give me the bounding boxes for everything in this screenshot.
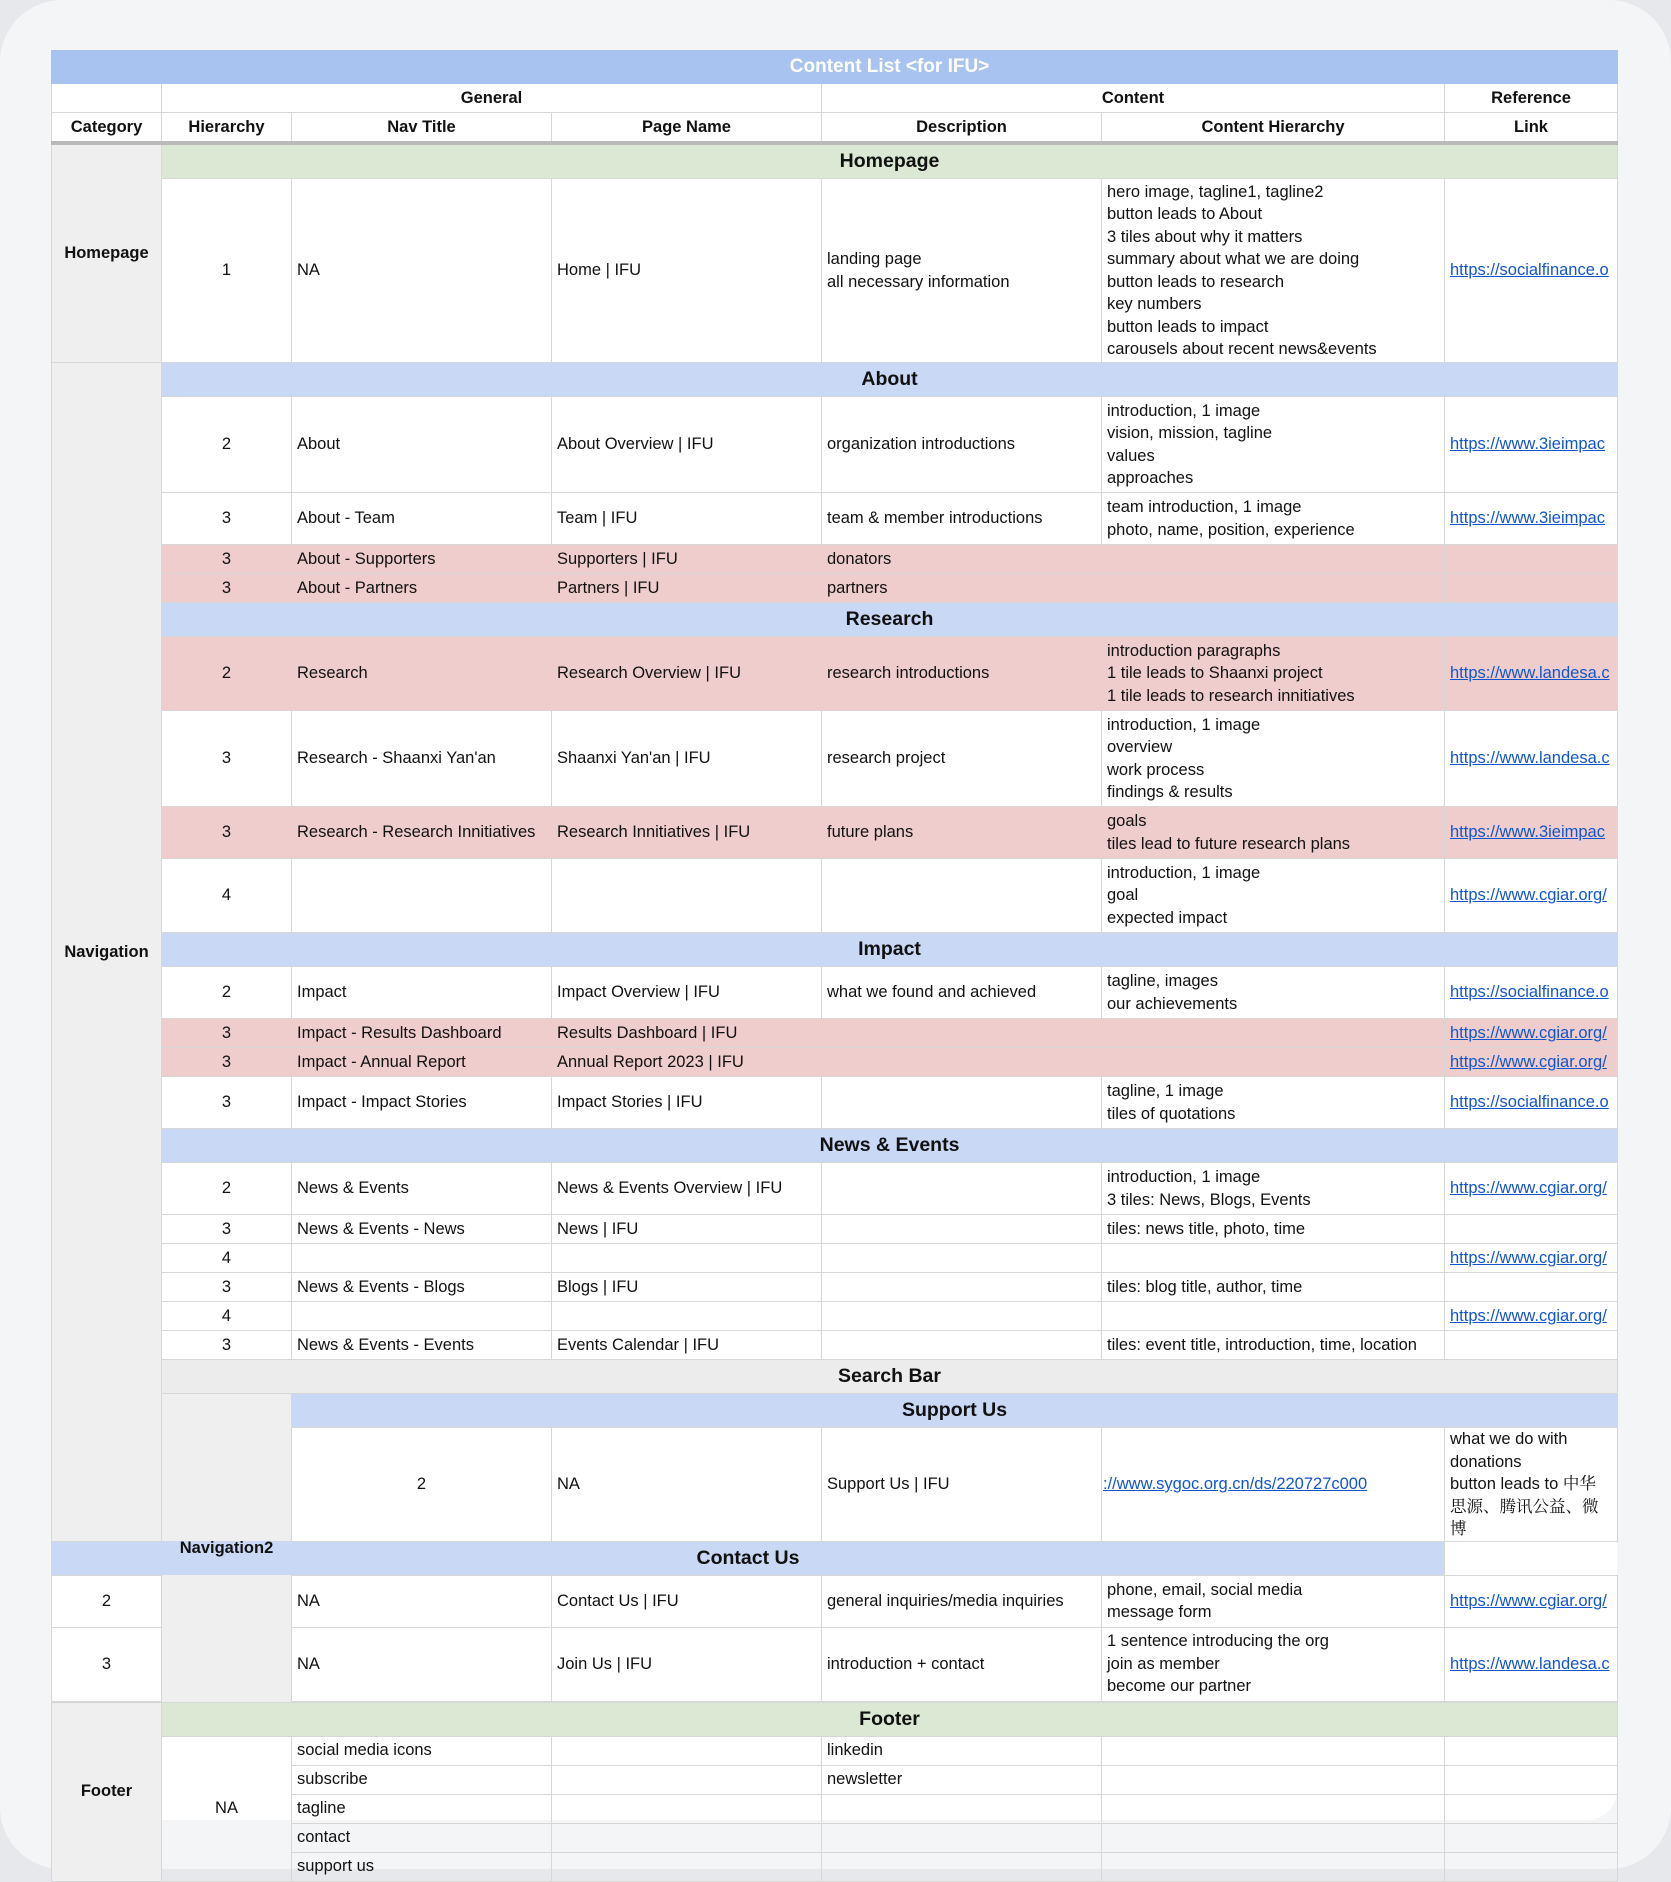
table-row bbox=[52, 1048, 1618, 1077]
table-row bbox=[52, 1331, 1618, 1360]
header-category[interactable]: Category bbox=[52, 113, 162, 144]
nav-title-cell[interactable]: Impact - Impact Stories bbox=[292, 1077, 552, 1129]
description-cell[interactable] bbox=[822, 1244, 1102, 1273]
page-name-cell[interactable]: Impact Stories | IFU bbox=[552, 1077, 822, 1129]
description-cell[interactable]: research introductions bbox=[822, 637, 1102, 711]
page-name-cell[interactable]: Events Calendar | IFU bbox=[552, 1331, 822, 1360]
content-cell[interactable]: introduction, 1 image vision, mission, tagline values approaches bbox=[1102, 397, 1445, 493]
content-cell[interactable]: tagline, images our achievements bbox=[1102, 967, 1445, 1019]
description-cell[interactable]: partners bbox=[822, 574, 1102, 603]
reference-link[interactable]: https://www.landesa.c bbox=[1445, 637, 1618, 711]
table-row bbox=[52, 493, 1618, 545]
hierarchy-cell[interactable]: 3 bbox=[162, 545, 292, 574]
header-hierarchy[interactable]: Hierarchy bbox=[162, 113, 292, 144]
page-name-cell[interactable]: Supporters | IFU bbox=[552, 545, 822, 574]
nav-title-cell[interactable]: support us bbox=[292, 1852, 552, 1881]
spreadsheet bbox=[51, 50, 1617, 1876]
content-cell[interactable]: what we do with donations button leads to 中华思源、腾讯公益、微博 bbox=[1445, 1428, 1618, 1542]
section-row-footer bbox=[52, 1702, 1618, 1736]
section-research: Research bbox=[162, 603, 1618, 637]
hierarchy-cell[interactable]: 3 bbox=[52, 1627, 162, 1701]
nav-title-cell[interactable]: Impact - Results Dashboard bbox=[292, 1019, 552, 1048]
reference-link[interactable]: https://www.3ieimpac bbox=[1445, 397, 1618, 493]
table-row bbox=[52, 859, 1618, 933]
nav-title-cell[interactable]: Impact - Annual Report bbox=[292, 1048, 552, 1077]
page-name-cell[interactable]: Research Overview | IFU bbox=[552, 637, 822, 711]
hierarchy-cell[interactable]: 4 bbox=[162, 859, 292, 933]
reference-link[interactable] bbox=[1445, 1215, 1618, 1244]
nav-title-cell[interactable]: NA bbox=[292, 1627, 552, 1701]
reference-link[interactable]: https://www.cgiar.org/ bbox=[1445, 859, 1618, 933]
reference-link[interactable] bbox=[1445, 1765, 1618, 1794]
description-cell[interactable] bbox=[822, 1163, 1102, 1215]
category-navigation2[interactable]: Navigation2 bbox=[162, 1394, 292, 1703]
nav-title-cell[interactable]: About - Partners bbox=[292, 574, 552, 603]
nav-title-cell[interactable]: tagline bbox=[292, 1794, 552, 1823]
page-name-cell[interactable]: Research Innitiatives | IFU bbox=[552, 807, 822, 859]
page-name-cell[interactable] bbox=[552, 1302, 822, 1331]
nav-title-cell[interactable] bbox=[292, 859, 552, 933]
reference-link[interactable] bbox=[1445, 1823, 1618, 1852]
description-cell[interactable]: research project bbox=[822, 711, 1102, 807]
description-cell[interactable]: what we found and achieved bbox=[822, 967, 1102, 1019]
section-homepage: Homepage bbox=[162, 143, 1618, 179]
category-footer[interactable]: Footer bbox=[52, 1702, 162, 1881]
table-row bbox=[52, 807, 1618, 859]
reference-link[interactable]: https://www.landesa.c bbox=[1445, 1627, 1618, 1701]
reference-link[interactable] bbox=[1445, 1852, 1618, 1881]
section-search-bar: Search Bar bbox=[162, 1360, 1618, 1394]
reference-link[interactable] bbox=[1445, 1794, 1618, 1823]
header-content-hierarchy[interactable]: Content Hierarchy bbox=[1102, 113, 1445, 144]
content-cell[interactable] bbox=[1102, 1736, 1445, 1765]
content-cell[interactable]: team introduction, 1 image photo, name, position, experience bbox=[1102, 493, 1445, 545]
hierarchy-cell[interactable]: 3 bbox=[162, 1273, 292, 1302]
reference-link[interactable] bbox=[1445, 1273, 1618, 1302]
section-row-impact bbox=[52, 933, 1618, 967]
hierarchy-cell[interactable]: 2 bbox=[162, 397, 292, 493]
reference-link[interactable]: https://www.cgiar.org/ bbox=[1445, 1048, 1618, 1077]
section-row-contact bbox=[52, 1541, 1618, 1575]
description-cell[interactable]: donators bbox=[822, 545, 1102, 574]
reference-link[interactable]: https://www.landesa.c bbox=[1445, 711, 1618, 807]
page-name-cell[interactable] bbox=[552, 1794, 822, 1823]
content-cell[interactable]: introduction paragraphs 1 tile leads to Shaanxi project 1 tile leads to research innitiatives bbox=[1102, 637, 1445, 711]
nav-title-cell[interactable]: News & Events - Blogs bbox=[292, 1273, 552, 1302]
description-cell[interactable]: introduction + contact bbox=[822, 1627, 1102, 1701]
table-row bbox=[52, 1736, 1618, 1765]
section-row-support bbox=[52, 1394, 1618, 1428]
nav-title-cell[interactable]: NA bbox=[292, 179, 552, 363]
page-name-cell[interactable] bbox=[552, 1852, 822, 1881]
hierarchy-cell[interactable]: 3 bbox=[162, 493, 292, 545]
table-row bbox=[52, 574, 1618, 603]
page-name-cell[interactable]: Home | IFU bbox=[552, 179, 822, 363]
reference-link[interactable]: https://www.cgiar.org/ bbox=[1445, 1244, 1618, 1273]
nav-title-cell[interactable] bbox=[292, 1244, 552, 1273]
page-name-cell[interactable]: Blogs | IFU bbox=[552, 1273, 822, 1302]
nav-title-cell[interactable]: social media icons bbox=[292, 1736, 552, 1765]
content-table bbox=[51, 50, 1618, 1882]
nav-title-cell[interactable]: About bbox=[292, 397, 552, 493]
section-row-about bbox=[52, 363, 1618, 397]
nav-title-cell[interactable]: subscribe bbox=[292, 1765, 552, 1794]
header-description[interactable]: Description bbox=[822, 113, 1102, 144]
sheet-title: Content List <for IFU> bbox=[162, 51, 1618, 84]
header-page-name[interactable]: Page Name bbox=[552, 113, 822, 144]
table-row bbox=[52, 967, 1618, 1019]
table-row bbox=[52, 179, 1618, 363]
page-name-cell[interactable]: Contact Us | IFU bbox=[552, 1575, 822, 1627]
hierarchy-cell[interactable]: 4 bbox=[162, 1302, 292, 1331]
hierarchy-cell[interactable]: 4 bbox=[162, 1244, 292, 1273]
description-link[interactable]: ://www.sygoc.org.cn/ds/220727c000 bbox=[1102, 1428, 1445, 1542]
table-row bbox=[52, 637, 1618, 711]
nav-title-cell[interactable]: Research bbox=[292, 637, 552, 711]
column-header-row bbox=[52, 113, 1618, 144]
section-row-homepage bbox=[52, 143, 1618, 179]
page-name-cell[interactable]: News | IFU bbox=[552, 1215, 822, 1244]
reference-link[interactable]: https://www.cgiar.org/ bbox=[1445, 1163, 1618, 1215]
nav-title-cell[interactable]: About - Supporters bbox=[292, 545, 552, 574]
reference-link[interactable]: https://www.3ieimpac bbox=[1445, 807, 1618, 859]
page-name-cell[interactable]: Support Us | IFU bbox=[822, 1428, 1102, 1542]
hierarchy-cell[interactable]: 2 bbox=[162, 1163, 292, 1215]
description-cell[interactable] bbox=[822, 1019, 1102, 1048]
page-name-cell[interactable] bbox=[552, 859, 822, 933]
content-cell[interactable] bbox=[1102, 1302, 1445, 1331]
hierarchy-cell[interactable]: 2 bbox=[162, 637, 292, 711]
description-cell[interactable] bbox=[822, 1048, 1102, 1077]
nav-title-cell[interactable] bbox=[292, 1302, 552, 1331]
table-row bbox=[52, 545, 1618, 574]
page-name-cell[interactable] bbox=[552, 1736, 822, 1765]
description-cell[interactable] bbox=[822, 1302, 1102, 1331]
hierarchy-cell[interactable]: 3 bbox=[162, 574, 292, 603]
description-cell[interactable]: organization introductions bbox=[822, 397, 1102, 493]
description-cell[interactable]: newsletter bbox=[822, 1765, 1102, 1794]
group-content: Content bbox=[822, 84, 1445, 113]
page-name-cell[interactable]: Results Dashboard | IFU bbox=[552, 1019, 822, 1048]
page-name-cell[interactable]: Team | IFU bbox=[552, 493, 822, 545]
nav-title-cell[interactable]: Research - Research Innitiatives bbox=[292, 807, 552, 859]
table-row bbox=[52, 1244, 1618, 1273]
page-name-cell[interactable] bbox=[552, 1765, 822, 1794]
section-row-news bbox=[52, 1129, 1618, 1163]
page-name-cell[interactable]: Shaanxi Yan'an | IFU bbox=[552, 711, 822, 807]
section-row-search bbox=[52, 1360, 1618, 1394]
reference-link[interactable] bbox=[1445, 1331, 1618, 1360]
content-cell[interactable]: tiles: news title, photo, time bbox=[1102, 1215, 1445, 1244]
description-cell[interactable] bbox=[822, 1077, 1102, 1129]
nav-title-cell[interactable]: Impact bbox=[292, 967, 552, 1019]
content-cell[interactable] bbox=[1102, 1852, 1445, 1881]
group-header-row bbox=[52, 84, 1618, 113]
section-row-research bbox=[52, 603, 1618, 637]
description-cell[interactable]: general inquiries/media inquiries bbox=[822, 1575, 1102, 1627]
reference-link[interactable] bbox=[1445, 574, 1618, 603]
nav-title-cell[interactable]: News & Events - Events bbox=[292, 1331, 552, 1360]
hierarchy-cell[interactable]: 3 bbox=[162, 1331, 292, 1360]
header-nav-title[interactable]: Nav Title bbox=[292, 113, 552, 144]
page-name-cell[interactable] bbox=[552, 1244, 822, 1273]
table-row bbox=[52, 1077, 1618, 1129]
section-about: About bbox=[162, 363, 1618, 397]
reference-link[interactable]: https://socialfinance.o bbox=[1445, 1077, 1618, 1129]
hierarchy-cell[interactable]: NA bbox=[162, 1736, 292, 1881]
reference-link[interactable] bbox=[1445, 1736, 1618, 1765]
group-reference: Reference bbox=[1445, 84, 1618, 113]
header-link[interactable]: Link bbox=[1445, 113, 1618, 144]
hierarchy-cell[interactable]: 3 bbox=[162, 1019, 292, 1048]
category-homepage[interactable]: Homepage bbox=[52, 143, 162, 363]
content-cell[interactable]: tiles: blog title, author, time bbox=[1102, 1273, 1445, 1302]
nav-title-cell[interactable]: About - Team bbox=[292, 493, 552, 545]
content-cell[interactable]: hero image, tagline1, tagline2 button leads to About 3 tiles about why it matters summary about what we are doing button leads to research key numbers button leads to impact carousels about recent news&events bbox=[1102, 179, 1445, 363]
section-contact-us: Contact Us bbox=[52, 1541, 1445, 1575]
description-cell[interactable]: linkedin bbox=[822, 1736, 1102, 1765]
table-row bbox=[52, 1019, 1618, 1048]
description-cell[interactable] bbox=[822, 1215, 1102, 1244]
description-cell[interactable]: team & member introductions bbox=[822, 493, 1102, 545]
reference-link[interactable] bbox=[1445, 545, 1618, 574]
table-row bbox=[52, 1215, 1618, 1244]
content-cell[interactable]: 1 sentence introducing the org join as member become our partner bbox=[1102, 1627, 1445, 1701]
description-cell[interactable]: future plans bbox=[822, 807, 1102, 859]
content-cell[interactable]: introduction, 1 image overview work process findings & results bbox=[1102, 711, 1445, 807]
hierarchy-cell[interactable]: 3 bbox=[162, 711, 292, 807]
hierarchy-cell[interactable]: 3 bbox=[162, 1048, 292, 1077]
page-name-cell[interactable]: Impact Overview | IFU bbox=[552, 967, 822, 1019]
section-impact: Impact bbox=[162, 933, 1618, 967]
category-navigation[interactable]: Navigation bbox=[52, 363, 162, 1542]
hierarchy-cell[interactable]: 3 bbox=[162, 1215, 292, 1244]
hierarchy-cell[interactable]: 2 bbox=[52, 1575, 162, 1627]
content-cell[interactable]: phone, email, social media message form bbox=[1102, 1575, 1445, 1627]
content-cell[interactable] bbox=[1102, 545, 1445, 574]
section-footer: Footer bbox=[162, 1702, 1618, 1736]
content-cell[interactable]: goals tiles lead to future research plans bbox=[1102, 807, 1445, 859]
page-name-cell[interactable]: About Overview | IFU bbox=[552, 397, 822, 493]
nav-title-cell[interactable]: NA bbox=[552, 1428, 822, 1542]
section-support-us: Support Us bbox=[292, 1394, 1618, 1428]
description-cell[interactable] bbox=[822, 1823, 1102, 1852]
content-cell[interactable] bbox=[1102, 1048, 1445, 1077]
description-cell[interactable] bbox=[822, 1794, 1102, 1823]
nav-title-cell[interactable]: News & Events - News bbox=[292, 1215, 552, 1244]
group-general: General bbox=[162, 84, 822, 113]
nav-title-cell[interactable]: contact bbox=[292, 1823, 552, 1852]
hierarchy-cell[interactable]: 2 bbox=[292, 1428, 552, 1542]
page-name-cell[interactable] bbox=[552, 1823, 822, 1852]
reference-link[interactable]: https://www.3ieimpac bbox=[1445, 493, 1618, 545]
reference-link[interactable]: https://socialfinance.o bbox=[1445, 967, 1618, 1019]
table-row bbox=[52, 1163, 1618, 1215]
nav-title-cell[interactable]: Research - Shaanxi Yan'an bbox=[292, 711, 552, 807]
description-cell[interactable] bbox=[822, 1273, 1102, 1302]
hierarchy-cell[interactable]: 3 bbox=[162, 1077, 292, 1129]
section-news-events: News & Events bbox=[162, 1129, 1618, 1163]
content-cell[interactable] bbox=[1102, 1823, 1445, 1852]
description-cell[interactable]: landing page all necessary information bbox=[822, 179, 1102, 363]
page-name-cell[interactable]: News & Events Overview | IFU bbox=[552, 1163, 822, 1215]
page-name-cell[interactable]: Join Us | IFU bbox=[552, 1627, 822, 1701]
content-cell[interactable] bbox=[1102, 1794, 1445, 1823]
table-row bbox=[52, 711, 1618, 807]
table-row bbox=[52, 397, 1618, 493]
content-cell[interactable]: introduction, 1 image 3 tiles: News, Blogs, Events bbox=[1102, 1163, 1445, 1215]
reference-link[interactable]: https://socialfinance.o bbox=[1445, 179, 1618, 363]
content-cell[interactable] bbox=[1102, 1765, 1445, 1794]
page-name-cell[interactable]: Annual Report 2023 | IFU bbox=[552, 1048, 822, 1077]
reference-link[interactable]: https://www.cgiar.org/ bbox=[1445, 1019, 1618, 1048]
content-cell[interactable]: tiles: event title, introduction, time, location bbox=[1102, 1331, 1445, 1360]
description-cell[interactable] bbox=[822, 859, 1102, 933]
page-name-cell[interactable]: Partners | IFU bbox=[552, 574, 822, 603]
table-row bbox=[52, 1302, 1618, 1331]
content-cell[interactable]: tagline, 1 image tiles of quotations bbox=[1102, 1077, 1445, 1129]
description-cell[interactable] bbox=[822, 1852, 1102, 1881]
content-cell[interactable] bbox=[1102, 1019, 1445, 1048]
nav-title-cell[interactable]: NA bbox=[292, 1575, 552, 1627]
hierarchy-cell[interactable]: 1 bbox=[162, 179, 292, 363]
content-cell[interactable] bbox=[1102, 1244, 1445, 1273]
table-row bbox=[52, 1273, 1618, 1302]
content-cell[interactable] bbox=[1102, 574, 1445, 603]
hierarchy-cell[interactable]: 3 bbox=[162, 807, 292, 859]
hierarchy-cell[interactable]: 2 bbox=[162, 967, 292, 1019]
nav-title-cell[interactable]: News & Events bbox=[292, 1163, 552, 1215]
description-cell[interactable] bbox=[822, 1331, 1102, 1360]
content-cell[interactable]: introduction, 1 image goal expected impact bbox=[1102, 859, 1445, 933]
reference-link[interactable]: https://www.cgiar.org/ bbox=[1445, 1302, 1618, 1331]
title-row bbox=[52, 51, 1618, 84]
reference-link[interactable]: https://www.cgiar.org/ bbox=[1445, 1575, 1618, 1627]
